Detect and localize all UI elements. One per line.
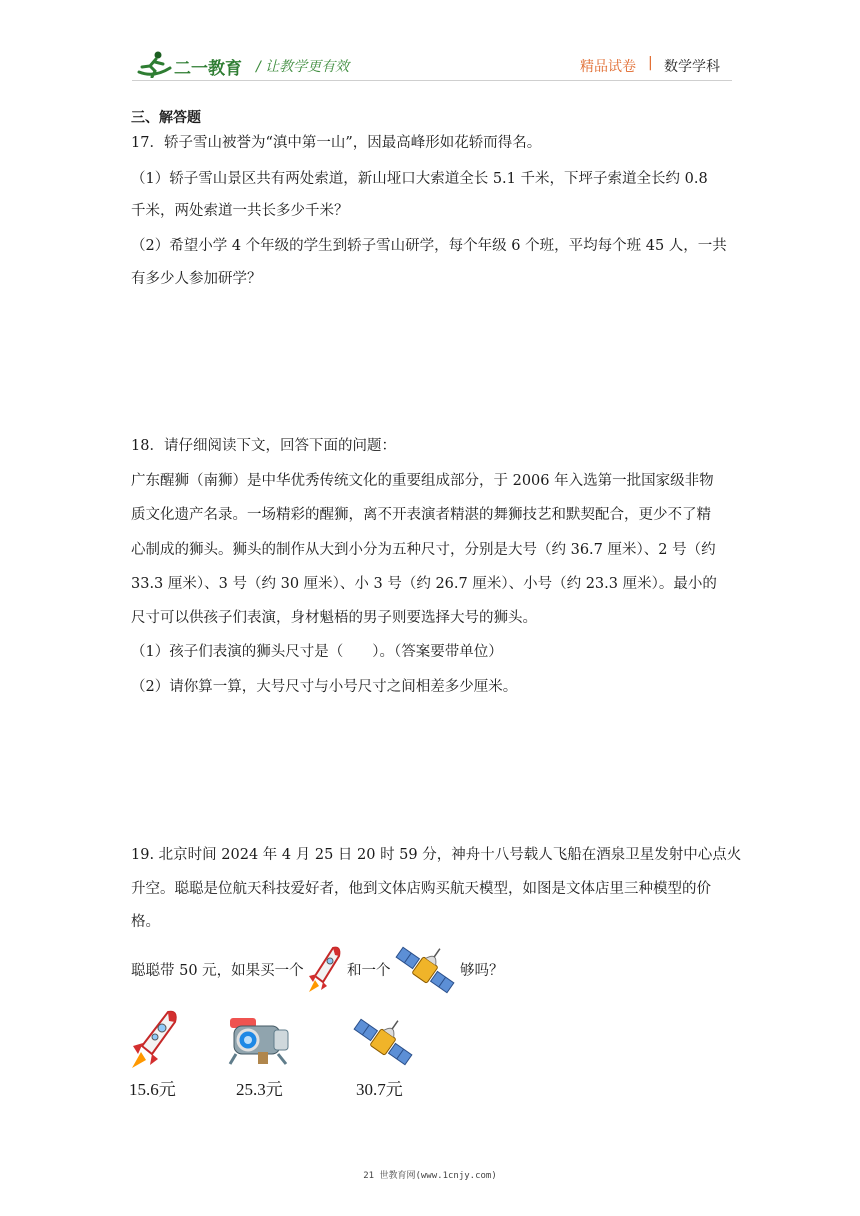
badge-premium: 精品试卷 [580,59,636,75]
header-divider-line [132,80,732,81]
q19-line3: 格。 [131,914,160,930]
q17-stem: 17．轿子雪山被誉为“滇中第一山”，因最高峰形如花轿而得名。 [131,135,542,151]
q18-part1: （1）孩子们表演的狮头尺寸是（ ）。（答案要带单位） [131,644,503,660]
q18-stem: 18．请仔细阅读下文，回答下面的问题： [131,438,396,454]
header [0,0,860,82]
rocket-icon [305,944,345,998]
satellite-icon [392,940,458,1000]
page-footer: 21 世教育网(www.1cnjy.com) [363,1171,497,1181]
q18-part2: （2）请你算一算，大号尺寸与小号尺寸之间相差多少厘米。 [131,679,518,695]
space-module-icon [226,1016,296,1066]
q19-question-c: 够吗？ [460,963,504,979]
q17-part2-line2: 有多少人参加研学？ [131,271,262,287]
header-slogan: / 让教学更有效 [256,59,350,75]
price-rocket: 15.6元 [129,1080,176,1099]
q19-line2: 升空。聪聪是位航天科技爱好者，他到文体店购买航天模型，如图是文体店里三种模型的价 [131,881,711,897]
rocket-icon [128,1008,180,1072]
badge-divider: | [648,55,653,71]
price-space-module: 25.3元 [236,1080,283,1099]
q18-para-line3: 心制成的狮头。狮头的制作从大到小分为五种尺寸，分别是大号（约 36.7 厘米）、2 号（约 [131,542,716,558]
q18-para-line4: 33.3 厘米）、3 号（约 30 厘米）、小 3 号（约 26.7 厘米）、小号（约 23.3 厘米）。最小的 [131,576,717,592]
q19-line1: 19. 北京时间 2024 年 4 月 25 日 20 时 59 分，神舟十八号载人飞船在酒泉卫星发射中心点火 [131,847,742,863]
q18-para-line2: 质文化遗产名录。一场精彩的醒狮，离不开表演者精湛的舞狮技艺和默契配合，更少不了精 [131,507,711,523]
q17-part1-line2: 千米，两处索道一共长多少千米？ [131,203,349,219]
runner-logo-icon [136,50,172,78]
q19-question-b: 和一个 [347,963,391,979]
logo-text: 二一教育 [174,59,242,79]
q18-para-line1: 广东醒狮（南狮）是中华优秀传统文化的重要组成部分，于 2006 年入选第一批国家级非物 [131,473,714,489]
price-satellite: 30.7元 [356,1080,403,1099]
q17-part1-line1: （1）轿子雪山景区共有两处索道，新山垭口大索道全长 5.1 千米，下坪子索道全长约 0.8 [131,171,708,187]
q17-part2-line1: （2）希望小学 4 个年级的学生到轿子雪山研学，每个年级 6 个班，平均每个班 45 人，一共 [131,238,727,254]
satellite-icon [350,1012,416,1072]
q19-question-a: 聪聪带 50 元，如果买一个 [131,963,304,979]
badge-subject: 数学学科 [664,59,720,75]
section-title: 三、解答题 [131,110,201,126]
q18-para-line5: 尺寸可以供孩子们表演，身材魁梧的男子则要选择大号的狮头。 [131,610,537,626]
